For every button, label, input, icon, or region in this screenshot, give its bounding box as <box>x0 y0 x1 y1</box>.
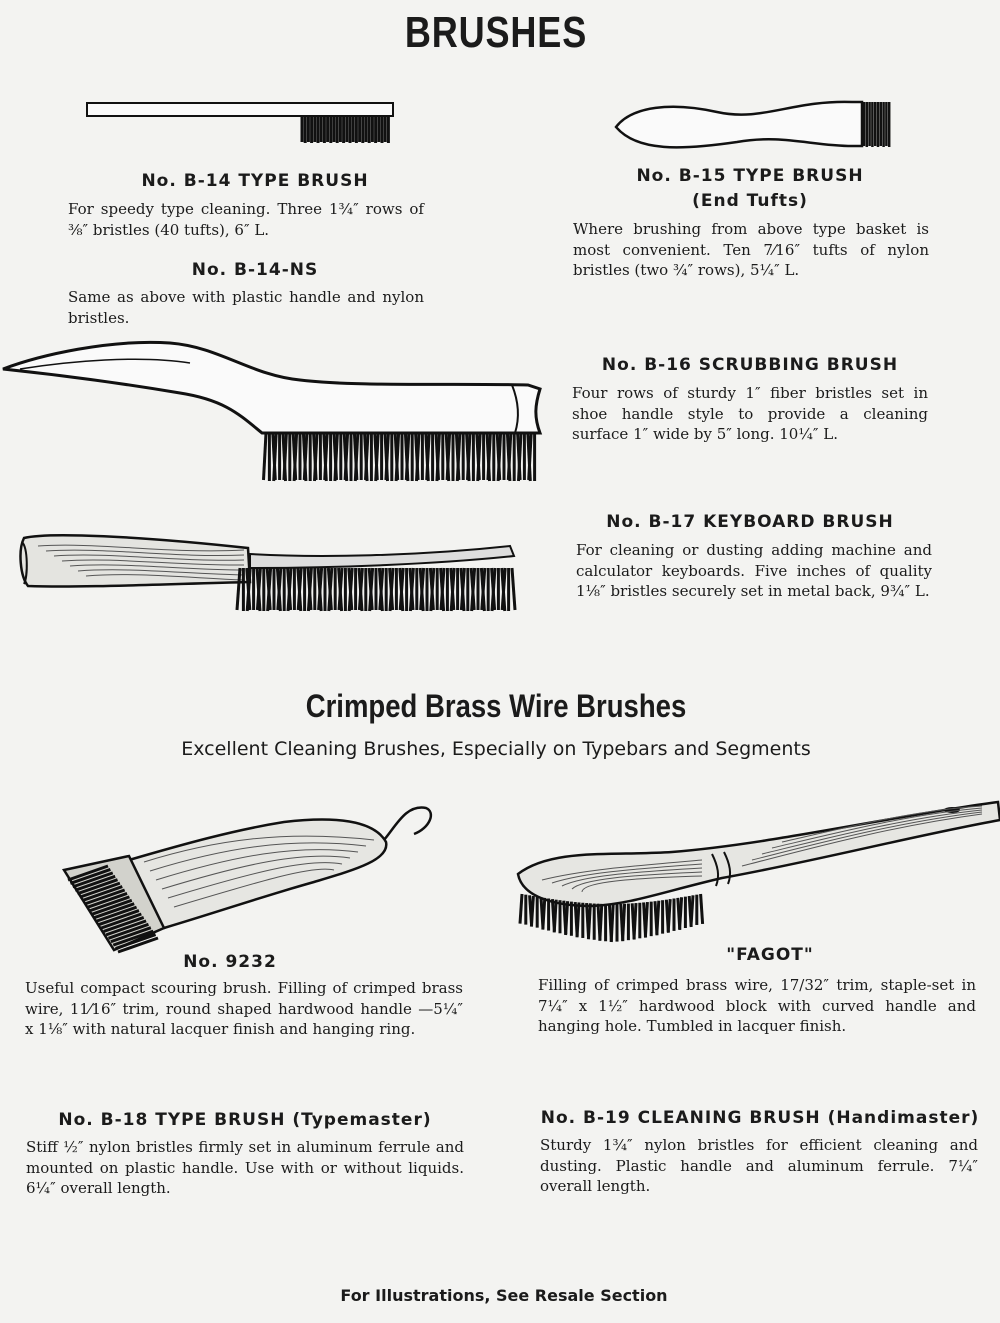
b17-keyboard-brush-illustration <box>18 528 538 638</box>
section-subtitle: Excellent Cleaning Brushes, Especially on Typebars and Segments <box>181 738 811 760</box>
b15-description: Where brushing from above type basket is most convenient. Ten 7⁄16″ tufts of nylon bristles (two ¾″ rows), 5¼″ L. <box>573 220 929 279</box>
b19-description: Sturdy 1¾″ nylon bristles for efficient cleaning and dusting. Plastic handle and aluminum ferrule. 7¼″ overall length. <box>540 1136 978 1195</box>
no-9232-heading: No. 9232 <box>183 952 277 972</box>
fagot-brush-illustration <box>512 796 1000 956</box>
b17-heading: No. B-17 KEYBOARD BRUSH <box>606 512 894 532</box>
b15-brush-illustration <box>612 94 902 164</box>
b14ns-heading: No. B-14-NS <box>191 260 319 280</box>
no-9232-description: Useful compact scouring brush. Filling of crimped brass wire, 11⁄16″ trim, round shaped hardwood handle —5¼″ x 1⅛″ with natural lacquer finish and hanging ring. <box>25 979 463 1038</box>
b14ns-description: Same as above with plastic handle and nylon bristles. <box>68 288 424 327</box>
b16-heading: No. B-16 SCRUBBING BRUSH <box>601 355 899 375</box>
b15-heading: No. B-15 TYPE BRUSH <box>636 166 864 186</box>
no-9232-brush-illustration <box>34 800 454 970</box>
fagot-heading: "FAGOT" <box>726 945 814 965</box>
page-title: BRUSHES <box>404 8 588 57</box>
b17-description: For cleaning or dusting adding machine and calculator keyboards. Five inches of quality 1⅛″ bristles securely set in metal back, 9¾″ L. <box>576 541 932 600</box>
b15-heading-end-tufts: (End Tufts) <box>692 191 808 211</box>
b14-description: For speedy type cleaning. Three 1¾″ rows of ⅜″ bristles (40 tufts), 6″ L. <box>68 200 424 239</box>
section-title: Crimped Brass Wire Brushes <box>305 688 687 724</box>
b18-heading: No. B-18 TYPE BRUSH (Typemaster) <box>58 1110 432 1130</box>
b18-description: Stiff ½″ nylon bristles firmly set in aluminum ferrule and mounted on plastic handle. Use with or without liquids. 6¼″ overall length. <box>26 1138 464 1197</box>
b19-heading: No. B-19 CLEANING BRUSH (Handimaster) <box>540 1108 980 1128</box>
fagot-description: Filling of crimped brass wire, 17/32″ trim, staple-set in 7¼″ x 1½″ hardwood block with curved handle and hanging hole. Tumbled in lacquer finish. <box>538 976 976 1035</box>
b16-description: Four rows of sturdy 1″ fiber bristles set in shoe handle style to provide a cleaning surface 1″ wide by 5″ long. 10¼″ L. <box>572 384 928 443</box>
footer-note: For Illustrations, See Resale Section <box>340 1286 668 1305</box>
b14-brush-illustration <box>84 100 404 150</box>
b14-heading: No. B-14 TYPE BRUSH <box>141 171 369 191</box>
b16-scrubbing-brush-illustration <box>0 325 560 485</box>
